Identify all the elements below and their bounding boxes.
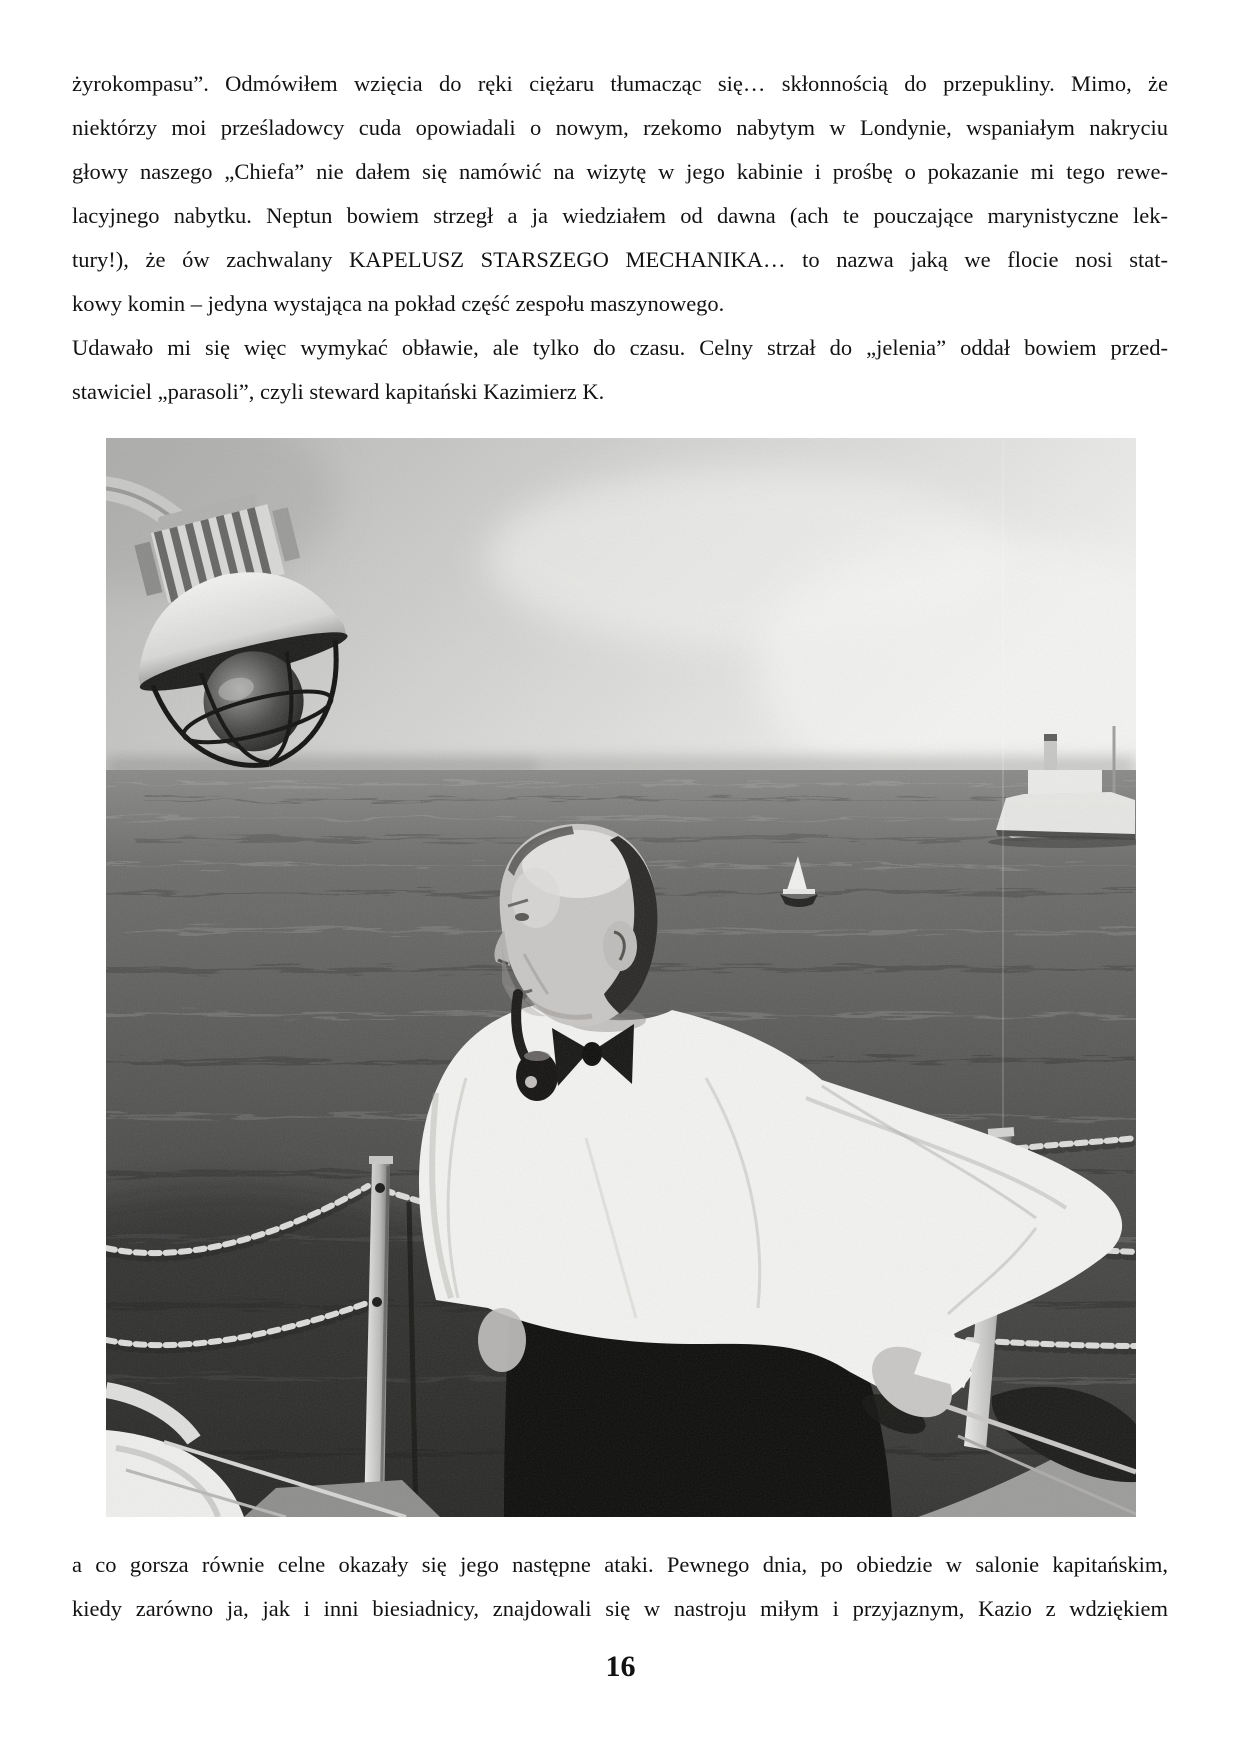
text-line: żyrokompasu”. Odmówiłem wzięcia do ręki ciężaru tłumacząc się… skłonnością do przepukliny. Mimo, że [72, 71, 1168, 96]
paragraph [72, 1543, 1168, 1631]
deck-photo [106, 438, 1136, 1517]
text-line: głowy naszego „Chiefa” nie dałem się namówić na wizytę w jego kabinie i prośbę o pokazanie mi tego rewe- [72, 159, 1168, 184]
top-text-block [0, 0, 1241, 414]
paragraph [72, 326, 1168, 414]
film-grain [106, 438, 1136, 1517]
text-line: kowy komin – jedyna wystająca na pokład część zespołu maszynowego. [72, 291, 725, 316]
text-line: a co gorsza równie celne okazały się jego następne ataki. Pewnego dnia, po obiedzie w salonie kapitańskim, [72, 1552, 1168, 1577]
deck-photo-illustration [106, 438, 1136, 1517]
text-line: stawiciel „parasoli”, czyli steward kapitański Kazimierz K. [72, 379, 605, 404]
text-line: kiedy zarówno ja, jak i inni biesiadnicy, znajdowali się w nastroju miłym i przyjaznym, Kazio z wdziękiem [72, 1596, 1168, 1621]
text-line: Udawało mi się więc wymykać obławie, ale tylko do czasu. Celny strzał do „jelenia” oddał bowiem przed- [72, 335, 1168, 360]
text-line: niektórzy moi prześladowcy cuda opowiadali o nowym, rzekomo nabytym w Londynie, wspaniałym nakryciu [72, 115, 1168, 140]
text-line: tury!), że ów zachwalany KAPELUSZ STARSZEGO MECHANIKA… to nazwa jaką we flocie nosi stat- [72, 247, 1168, 272]
text-line: lacyjnego nabytku. Neptun bowiem strzegł a ja wiedziałem od dawna (ach te pouczające marynistyczne lek- [72, 203, 1168, 228]
page-number: 16 [605, 1650, 636, 1683]
paragraph [72, 62, 1168, 326]
bottom-text-block [0, 1517, 1241, 1631]
